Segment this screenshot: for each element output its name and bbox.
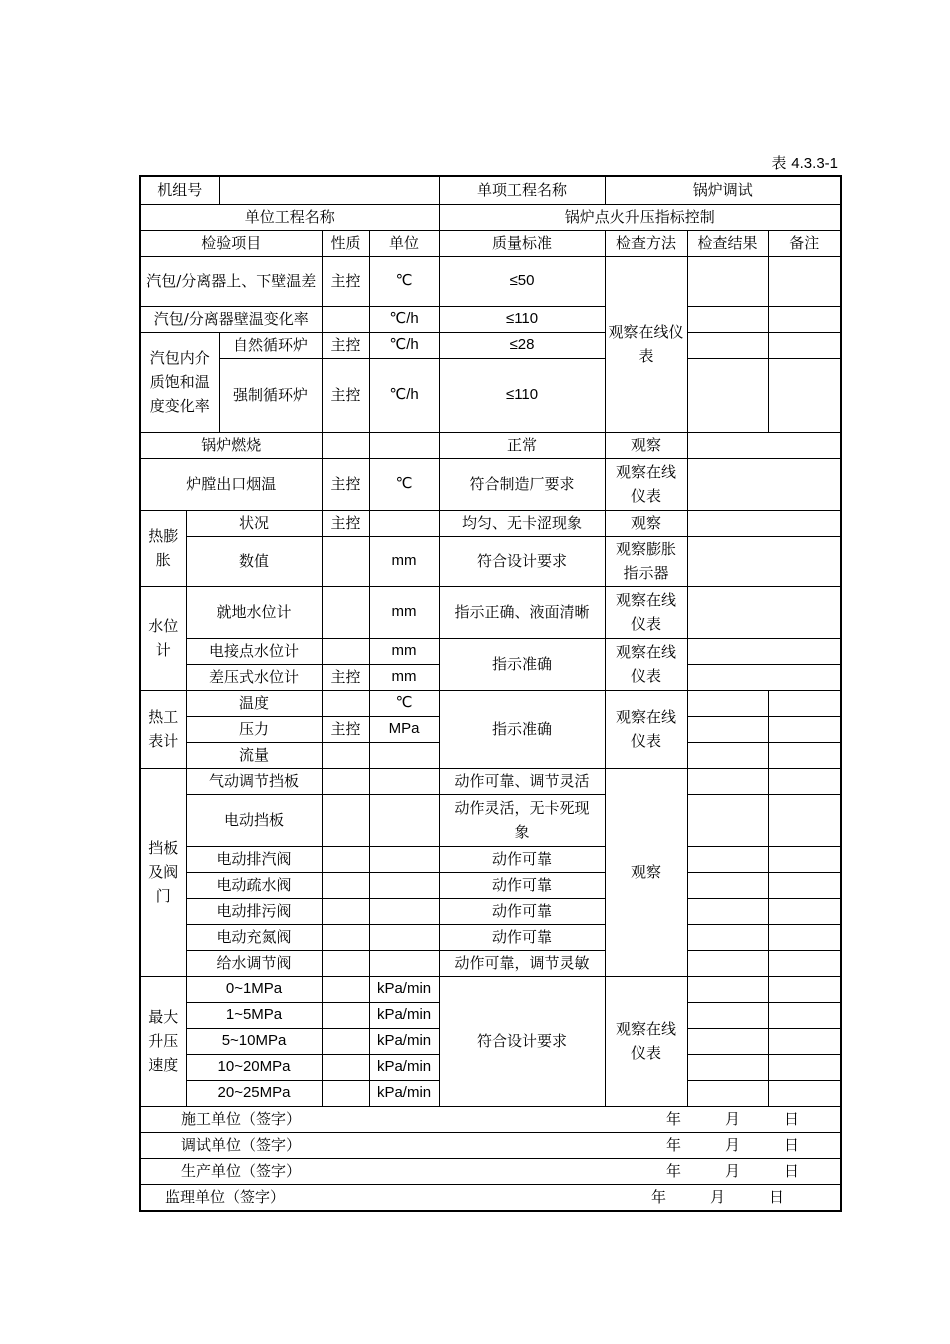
- nature-cell: [322, 1002, 369, 1028]
- unit-cell: mm: [369, 664, 439, 690]
- standard-cell: ≤110: [439, 358, 605, 432]
- signature-commissioning[interactable]: [140, 1132, 841, 1158]
- row-diff-level: 差压式水位计: [186, 664, 322, 690]
- result-cell[interactable]: [687, 1002, 768, 1028]
- unit-cell: kPa/min: [369, 1080, 439, 1106]
- boiler-inspection-table: [139, 175, 842, 1212]
- year-label: 年: [666, 1109, 682, 1128]
- unit-cell: kPa/min: [369, 1002, 439, 1028]
- method-cell: 观察在线仪表: [605, 458, 687, 510]
- rate-range: 5~10MPa: [186, 1028, 322, 1054]
- row-blowdown-valve: 电动排污阀: [186, 898, 322, 924]
- remark-cell[interactable]: [768, 690, 841, 716]
- row-electric-damper: 电动挡板: [186, 794, 322, 846]
- unit-cell: ℃/h: [369, 332, 439, 358]
- col-method: 检查方法: [605, 230, 687, 256]
- remark-cell[interactable]: [768, 742, 841, 768]
- result-cell[interactable]: [687, 898, 768, 924]
- nature-cell: 主控: [322, 458, 369, 510]
- remark-cell[interactable]: [768, 256, 841, 306]
- row-pressure: 压力: [186, 716, 322, 742]
- result-cell[interactable]: [687, 768, 768, 794]
- remark-cell[interactable]: [768, 1080, 841, 1106]
- nature-cell: [322, 872, 369, 898]
- signature-label: 监理单位（签字）: [165, 1187, 286, 1206]
- unit-cell: kPa/min: [369, 976, 439, 1002]
- nature-cell: [322, 306, 369, 332]
- unit-cell: [369, 510, 439, 536]
- nature-cell: [322, 432, 369, 458]
- result-cell[interactable]: [687, 458, 841, 510]
- nature-cell: 主控: [322, 510, 369, 536]
- remark-cell[interactable]: [768, 332, 841, 358]
- row-thermal-value: 数值: [186, 536, 322, 586]
- row-forced-circulation: 强制循环炉: [219, 358, 322, 432]
- result-cell[interactable]: [687, 332, 768, 358]
- row-sat-group: 汽包内介质饱和温度变化率: [140, 332, 219, 432]
- row-thermal-group: 热膨胀: [140, 510, 186, 586]
- remark-cell[interactable]: [768, 1002, 841, 1028]
- result-cell[interactable]: [687, 742, 768, 768]
- result-cell[interactable]: [687, 510, 841, 536]
- unit-cell: [369, 432, 439, 458]
- row-combustion: 锅炉燃烧: [140, 432, 322, 458]
- standard-cell: ≤50: [439, 256, 605, 306]
- standard-cell: 指示准确: [439, 690, 605, 768]
- row-pneumatic-damper: 气动调节挡板: [186, 768, 322, 794]
- unit-project-value: 锅炉点火升压指标控制: [439, 204, 841, 230]
- row-meter-group: 热工表计: [140, 690, 186, 768]
- standard-cell: 动作可靠: [439, 872, 605, 898]
- nature-cell: [322, 976, 369, 1002]
- year-label: 年: [666, 1161, 682, 1180]
- day-label: 日: [784, 1109, 800, 1128]
- result-cell[interactable]: [687, 716, 768, 742]
- remark-cell[interactable]: [768, 306, 841, 332]
- item-name-label: 单项工程名称: [439, 176, 605, 204]
- month-label: 月: [725, 1109, 741, 1128]
- method-cell: 观察在线仪表: [605, 690, 687, 768]
- remark-cell[interactable]: [768, 950, 841, 976]
- standard-cell: 动作可靠、调节灵活: [439, 768, 605, 794]
- remark-cell[interactable]: [768, 846, 841, 872]
- unit-cell: ℃/h: [369, 306, 439, 332]
- unit-cell: [369, 924, 439, 950]
- standard-cell: ≤110: [439, 306, 605, 332]
- row-natural-circulation: 自然循环炉: [219, 332, 322, 358]
- row-drain-valve: 电动疏水阀: [186, 872, 322, 898]
- day-label: 日: [769, 1187, 785, 1206]
- unit-cell: kPa/min: [369, 1028, 439, 1054]
- remark-cell[interactable]: [768, 872, 841, 898]
- nature-cell: [322, 846, 369, 872]
- row-level-group: 水位计: [140, 586, 186, 690]
- method-cell: 观察在线仪表: [605, 586, 687, 638]
- row-temp: 温度: [186, 690, 322, 716]
- col-result: 检查结果: [687, 230, 768, 256]
- nature-cell: [322, 690, 369, 716]
- nature-cell: 主控: [322, 716, 369, 742]
- remark-cell[interactable]: [768, 1054, 841, 1080]
- row-rate-group: 最大升压速度: [140, 976, 186, 1106]
- standard-cell: 正常: [439, 432, 605, 458]
- item-name-value: 锅炉调试: [605, 176, 841, 204]
- unit-cell: [369, 898, 439, 924]
- result-cell[interactable]: [687, 256, 768, 306]
- unit-cell: kPa/min: [369, 1054, 439, 1080]
- method-cell: 观察在线仪表: [605, 976, 687, 1106]
- unit-cell: mm: [369, 536, 439, 586]
- unit-cell: [369, 794, 439, 846]
- standard-cell: 均匀、无卡涩现象: [439, 510, 605, 536]
- signature-supervision[interactable]: [140, 1184, 841, 1211]
- result-cell[interactable]: [687, 1028, 768, 1054]
- signature-label: 调试单位（签字）: [181, 1135, 302, 1154]
- unit-cell: [369, 950, 439, 976]
- method-cell: 观察: [605, 768, 687, 976]
- method-online-1: 观察在线仪表: [605, 256, 687, 432]
- result-cell[interactable]: [687, 1080, 768, 1106]
- unit-cell: [369, 768, 439, 794]
- nature-cell: 主控: [322, 664, 369, 690]
- row-flow: 流量: [186, 742, 322, 768]
- col-standard: 质量标准: [439, 230, 605, 256]
- col-item: 检验项目: [140, 230, 322, 256]
- nature-cell: [322, 1028, 369, 1054]
- remark-cell[interactable]: [768, 924, 841, 950]
- result-cell[interactable]: [687, 586, 841, 638]
- result-cell[interactable]: [687, 976, 768, 1002]
- nature-cell: [322, 1080, 369, 1106]
- signature-production[interactable]: [140, 1158, 841, 1184]
- remark-cell[interactable]: [768, 716, 841, 742]
- month-label: 月: [725, 1161, 741, 1180]
- result-cell[interactable]: [687, 432, 841, 458]
- table-number: 表 4.3.3-1: [771, 154, 838, 172]
- nature-cell: [322, 742, 369, 768]
- standard-cell: 动作可靠: [439, 898, 605, 924]
- unit-cell: mm: [369, 638, 439, 664]
- unit-cell: mm: [369, 586, 439, 638]
- unit-cell: [369, 846, 439, 872]
- result-cell[interactable]: [687, 638, 841, 664]
- row-furnace-exit: 炉膛出口烟温: [140, 458, 322, 510]
- standard-cell: 符合设计要求: [439, 976, 605, 1106]
- row-local-level: 就地水位计: [186, 586, 322, 638]
- signature-construction[interactable]: [140, 1106, 841, 1132]
- rate-range: 1~5MPa: [186, 1002, 322, 1028]
- row-drum-temp-diff: 汽包/分离器上、下壁温差: [140, 256, 322, 306]
- unit-cell: [369, 872, 439, 898]
- year-label: 年: [651, 1187, 667, 1206]
- nature-cell: [322, 794, 369, 846]
- unit-cell: MPa: [369, 716, 439, 742]
- nature-cell: 主控: [322, 332, 369, 358]
- col-nature: 性质: [322, 230, 369, 256]
- result-cell[interactable]: [687, 950, 768, 976]
- result-cell[interactable]: [687, 664, 841, 690]
- standard-cell: 指示准确: [439, 638, 605, 690]
- remark-cell[interactable]: [768, 1028, 841, 1054]
- nature-cell: [322, 898, 369, 924]
- signature-label: 生产单位（签字）: [181, 1161, 302, 1180]
- row-nitrogen-valve: 电动充氮阀: [186, 924, 322, 950]
- rate-range: 0~1MPa: [186, 976, 322, 1002]
- method-cell: 观察在线仪表: [605, 638, 687, 690]
- method-cell: 观察: [605, 510, 687, 536]
- method-cell: 观察: [605, 432, 687, 458]
- row-thermal-status: 状况: [186, 510, 322, 536]
- remark-cell[interactable]: [768, 794, 841, 846]
- nature-cell: [322, 768, 369, 794]
- nature-cell: [322, 924, 369, 950]
- result-cell[interactable]: [687, 846, 768, 872]
- unit-cell: ℃/h: [369, 358, 439, 432]
- standard-cell: 符合设计要求: [439, 536, 605, 586]
- standard-cell: 动作可靠: [439, 924, 605, 950]
- month-label: 月: [725, 1135, 741, 1154]
- col-unit: 单位: [369, 230, 439, 256]
- remark-cell[interactable]: [768, 358, 841, 432]
- result-cell[interactable]: [687, 358, 768, 432]
- nature-cell: [322, 950, 369, 976]
- unit-project-label: 单位工程名称: [140, 204, 439, 230]
- remark-cell[interactable]: [768, 768, 841, 794]
- nature-cell: [322, 1054, 369, 1080]
- row-electrode-level: 电接点水位计: [186, 638, 322, 664]
- nature-cell: 主控: [322, 256, 369, 306]
- standard-cell: 动作可靠，调节灵敏: [439, 950, 605, 976]
- result-cell[interactable]: [687, 690, 768, 716]
- rate-range: 10~20MPa: [186, 1054, 322, 1080]
- nature-cell: 主控: [322, 358, 369, 432]
- day-label: 日: [784, 1135, 800, 1154]
- standard-cell: 指示正确、液面清晰: [439, 586, 605, 638]
- result-cell[interactable]: [687, 1054, 768, 1080]
- standard-cell: 符合制造厂要求: [439, 458, 605, 510]
- standard-cell: 动作可靠: [439, 846, 605, 872]
- nature-cell: [322, 638, 369, 664]
- result-cell[interactable]: [687, 924, 768, 950]
- result-cell[interactable]: [687, 794, 768, 846]
- unit-no-value[interactable]: [219, 176, 439, 204]
- result-cell[interactable]: [687, 306, 768, 332]
- unit-cell: ℃: [369, 690, 439, 716]
- method-cell: 观察膨胀指示器: [605, 536, 687, 586]
- row-drum-temp-rate: 汽包/分离器壁温变化率: [140, 306, 322, 332]
- year-label: 年: [666, 1135, 682, 1154]
- month-label: 月: [710, 1187, 726, 1206]
- row-valve-group: 挡板及阀门: [140, 768, 186, 976]
- result-cell[interactable]: [687, 536, 841, 586]
- result-cell[interactable]: [687, 872, 768, 898]
- unit-cell: [369, 742, 439, 768]
- signature-label: 施工单位（签字）: [181, 1109, 302, 1128]
- standard-cell: ≤28: [439, 332, 605, 358]
- nature-cell: [322, 536, 369, 586]
- rate-range: 20~25MPa: [186, 1080, 322, 1106]
- unit-cell: ℃: [369, 458, 439, 510]
- remark-cell[interactable]: [768, 898, 841, 924]
- unit-no-label: 机组号: [140, 176, 219, 204]
- row-vent-valve: 电动排汽阀: [186, 846, 322, 872]
- col-remark: 备注: [768, 230, 841, 256]
- unit-cell: ℃: [369, 256, 439, 306]
- nature-cell: [322, 586, 369, 638]
- standard-cell: 动作灵活，无卡死现象: [439, 794, 605, 846]
- day-label: 日: [784, 1161, 800, 1180]
- remark-cell[interactable]: [768, 976, 841, 1002]
- row-feedwater-valve: 给水调节阀: [186, 950, 322, 976]
